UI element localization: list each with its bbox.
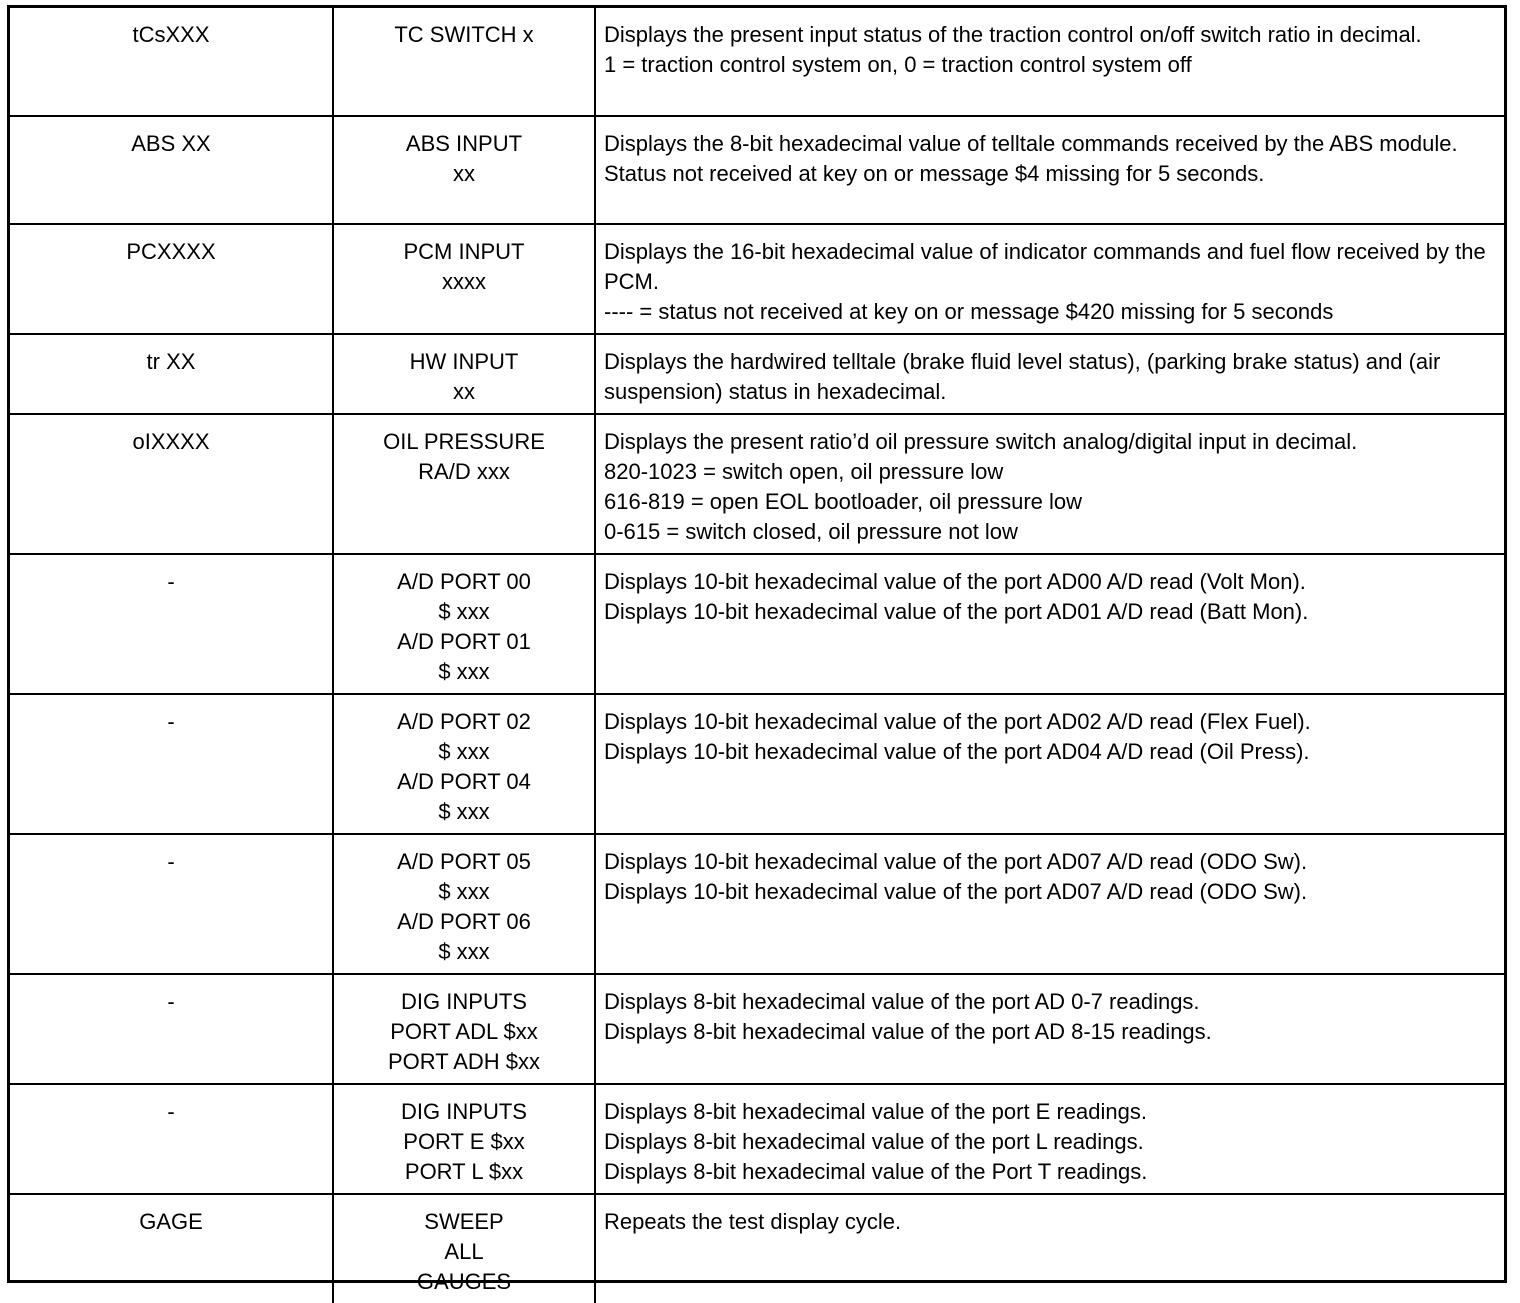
display-label-line: xx	[453, 161, 475, 186]
table-row	[10, 1194, 1504, 1303]
description-line: Displays the hardwired telltale (brake fluid level status), (parking brake status) and (air suspension) status in hexadecimal.	[604, 349, 1441, 404]
display-label-line: A/D PORT 01	[397, 629, 531, 654]
description-line: Displays 8-bit hexadecimal value of the port E readings.	[604, 1099, 1147, 1124]
description-line: Displays 10-bit hexadecimal value of the port AD02 A/D read (Flex Fuel).	[604, 709, 1311, 734]
description-line: Displays 10-bit hexadecimal value of the port AD04 A/D read (Oil Press).	[604, 739, 1310, 764]
display-label-line: PORT ADL $xx	[390, 1019, 538, 1044]
table-row	[10, 694, 1504, 834]
description-line: Displays 8-bit hexadecimal value of the port AD 0-7 readings.	[604, 989, 1200, 1014]
display-label-line: PORT ADH $xx	[387, 1049, 540, 1074]
display-label-line: ABS INPUT	[405, 131, 523, 156]
display-code-cell: ABS XX	[10, 116, 333, 224]
description-cell	[595, 224, 1504, 334]
table-row	[10, 974, 1504, 1084]
display-label-line: ALL	[444, 1239, 484, 1264]
display-code-cell: -	[10, 974, 333, 1084]
description-cell	[595, 834, 1504, 974]
description-line: Displays the 16-bit hexadecimal value of indicator commands and fuel flow received by the PCM.	[604, 239, 1486, 294]
description-line: 616-819 = open EOL bootloader, oil pressure low	[604, 489, 1083, 514]
description-line: Displays 8-bit hexadecimal value of the port L readings.	[604, 1129, 1144, 1154]
display-code-cell: -	[10, 1084, 333, 1194]
display-label-line: PORT L $xx	[404, 1159, 524, 1184]
display-code-cell: GAGE	[10, 1194, 333, 1303]
description-line: Displays 10-bit hexadecimal value of the port AD00 A/D read (Volt Mon).	[604, 569, 1306, 594]
display-label-line: $ xxx	[438, 799, 490, 824]
display-label-line: DIG INPUTS	[401, 1099, 527, 1124]
diagnostic-display-table	[10, 8, 1504, 1303]
display-label-line: xxxx	[442, 269, 486, 294]
description-line: Repeats the test display cycle.	[604, 1209, 902, 1234]
display-label-line: HW INPUT	[409, 349, 519, 374]
description-cell	[595, 694, 1504, 834]
description-line: 820-1023 = switch open, oil pressure low	[604, 459, 1004, 484]
display-label-cell	[333, 334, 595, 414]
description-cell	[595, 1194, 1504, 1303]
description-cell	[595, 8, 1504, 116]
table-row	[10, 224, 1504, 334]
display-label-line: SWEEP	[424, 1209, 504, 1234]
display-label-line: DIG INPUTS	[401, 989, 527, 1014]
description-line: 0-615 = switch closed, oil pressure not low	[604, 519, 1018, 544]
display-label-line: $ xxx	[438, 659, 490, 684]
description-line: Displays 8-bit hexadecimal value of the port AD 8-15 readings.	[604, 1019, 1212, 1044]
display-label-cell	[333, 224, 595, 334]
table-body	[10, 8, 1504, 1303]
display-label-line: A/D PORT 06	[397, 909, 531, 934]
display-code-cell: -	[10, 554, 333, 694]
description-line: 1 = traction control system on, 0 = traction control system off	[604, 52, 1192, 77]
diagnostic-display-table-frame	[7, 5, 1507, 1294]
display-label-line: xx	[453, 379, 475, 404]
table-row	[10, 414, 1504, 554]
display-label-line: $ xxx	[438, 939, 490, 964]
display-label-cell	[333, 694, 595, 834]
display-label-line: A/D PORT 04	[397, 769, 531, 794]
display-code-cell: tr XX	[10, 334, 333, 414]
display-label-line: PORT E $xx	[403, 1129, 525, 1154]
description-cell	[595, 334, 1504, 414]
display-label-cell	[333, 8, 595, 116]
display-label-line: A/D PORT 02	[397, 709, 531, 734]
display-code-cell: tCsXXX	[10, 8, 333, 116]
description-cell	[595, 116, 1504, 224]
display-label-line: GAUGES	[416, 1269, 512, 1294]
table-row	[10, 1084, 1504, 1194]
display-label-line: $ xxx	[438, 599, 490, 624]
display-label-cell	[333, 414, 595, 554]
display-code-cell: -	[10, 694, 333, 834]
display-label-line: $ xxx	[438, 739, 490, 764]
description-line: Displays 10-bit hexadecimal value of the port AD01 A/D read (Batt Mon).	[604, 599, 1309, 624]
display-label-cell	[333, 834, 595, 974]
description-line: Displays the 8-bit hexadecimal value of telltale commands received by the ABS module.	[604, 131, 1458, 156]
description-line: ---- = status not received at key on or message $420 missing for 5 seconds	[604, 299, 1334, 324]
description-line: Displays the present ratio’d oil pressure switch analog/digital input in decimal.	[604, 429, 1358, 454]
display-code-cell: oIXXXX	[10, 414, 333, 554]
table-row	[10, 334, 1504, 414]
description-line: Displays 10-bit hexadecimal value of the port AD07 A/D read (ODO Sw).	[604, 849, 1308, 874]
display-label-line: A/D PORT 00	[397, 569, 531, 594]
table-row	[10, 834, 1504, 974]
display-label-line: OIL PRESSURE	[383, 429, 545, 454]
display-label-line: RA/D xxx	[418, 459, 510, 484]
description-cell	[595, 1084, 1504, 1194]
description-cell	[595, 554, 1504, 694]
display-label-line: A/D PORT 05	[397, 849, 531, 874]
display-label-line: TC SWITCH x	[394, 22, 534, 47]
display-label-cell	[333, 1194, 595, 1303]
description-line: Status not received at key on or message $4 missing for 5 seconds.	[604, 161, 1265, 186]
display-code-cell: -	[10, 834, 333, 974]
description-line: Displays the present input status of the traction control on/off switch ratio in decimal.	[604, 22, 1422, 47]
display-label-line: PCM INPUT	[403, 239, 525, 264]
display-label-cell	[333, 116, 595, 224]
table-row	[10, 554, 1504, 694]
display-label-cell	[333, 1084, 595, 1194]
table-row	[10, 116, 1504, 224]
display-label-cell	[333, 974, 595, 1084]
display-code-cell: PCXXXX	[10, 224, 333, 334]
display-label-cell	[333, 554, 595, 694]
table-row	[10, 8, 1504, 116]
description-line: Displays 10-bit hexadecimal value of the port AD07 A/D read (ODO Sw).	[604, 879, 1308, 904]
description-cell	[595, 414, 1504, 554]
display-label-line: $ xxx	[438, 879, 490, 904]
description-cell	[595, 974, 1504, 1084]
description-line: Displays 8-bit hexadecimal value of the Port T readings.	[604, 1159, 1148, 1184]
